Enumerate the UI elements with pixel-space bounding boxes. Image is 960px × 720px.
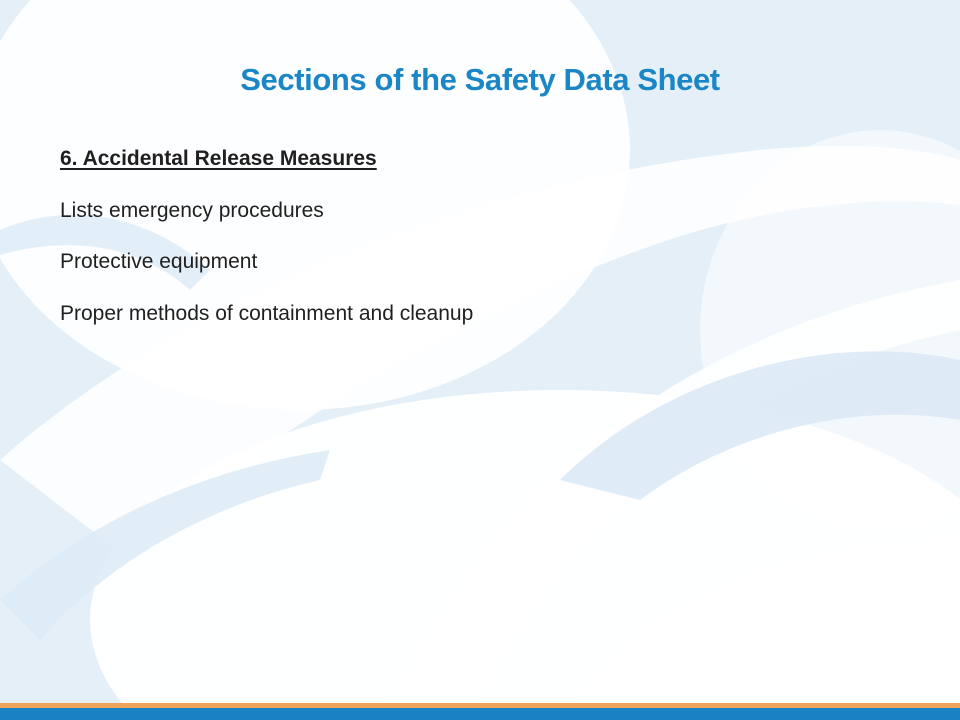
bullet-containment-cleanup: Proper methods of containment and cleanup — [60, 301, 474, 325]
bullet-protective-equipment: Protective equipment — [60, 250, 258, 273]
slide-content — [60, 146, 473, 352]
section-heading: 6. Accidental Release Measures — [60, 147, 377, 170]
bullet-emergency-procedures: Lists emergency procedures — [60, 198, 324, 222]
slide-title: Sections of the Safety Data Sheet — [240, 62, 720, 97]
bottom-blue-bar — [0, 708, 960, 720]
